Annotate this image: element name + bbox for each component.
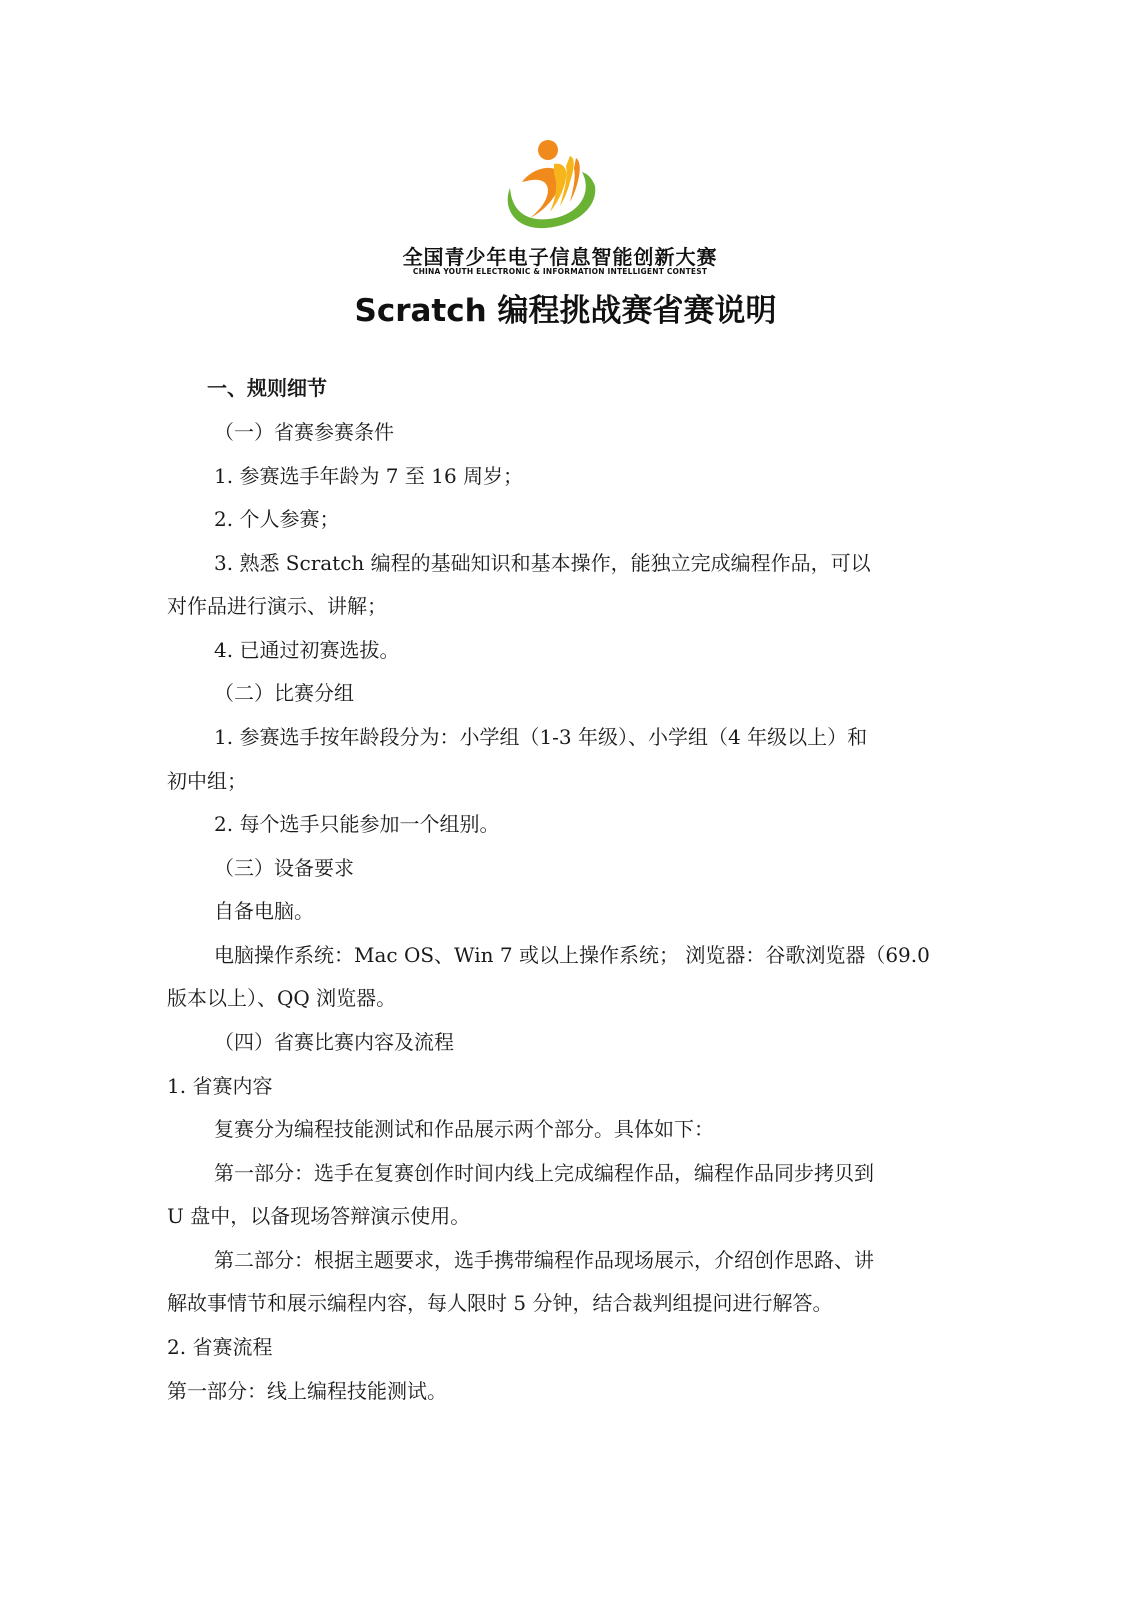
paragraph: 对作品进行演示、讲解； — [167, 594, 387, 618]
paragraph: 2. 每个选手只能参加一个组别。 — [214, 812, 500, 836]
numbered-heading: 1. 省赛内容 — [167, 1074, 273, 1098]
paragraph: 自备电脑。 — [214, 899, 314, 923]
logo-title-en: CHINA YOUTH ELECTRONIC & INFORMATION INTELLIGENT CONTEST — [412, 267, 708, 276]
paragraph: 解故事情节和展示编程内容，每人限时 5 分钟，结合裁判组提问进行解答。 — [167, 1291, 833, 1315]
paragraph: 电脑操作系统：Mac OS、Win 7 或以上操作系统； 浏览器：谷歌浏览器（69.0 — [214, 943, 930, 967]
contest-logo-mark — [500, 138, 600, 232]
subsection-heading-content: （四）省赛比赛内容及流程 — [214, 1030, 454, 1054]
paragraph: 第二部分：根据主题要求，选手携带编程作品现场展示，介绍创作思路、讲 — [214, 1248, 874, 1272]
paragraph: U 盘中，以备现场答辩演示使用。 — [167, 1204, 471, 1228]
document-title: Scratch 编程挑战赛省赛说明 — [354, 293, 777, 329]
contest-logo — [395, 138, 725, 278]
paragraph: 1. 参赛选手按年龄段分为：小学组（1-3 年级）、小学组（4 年级以上）和 — [214, 725, 868, 749]
logo-title-cn: 全国青少年电子信息智能创新大赛 — [402, 245, 718, 269]
subsection-heading-eligibility: （一）省赛参赛条件 — [214, 420, 394, 444]
paragraph: 3. 熟悉 Scratch 编程的基础知识和基本操作，能独立完成编程作品，可以 — [214, 551, 871, 575]
subsection-heading-equipment: （三）设备要求 — [214, 856, 354, 880]
paragraph: 复赛分为编程技能测试和作品展示两个部分。具体如下： — [214, 1117, 714, 1141]
numbered-heading: 2. 省赛流程 — [167, 1335, 273, 1359]
logo-head — [538, 140, 558, 160]
paragraph: 版本以上）、QQ 浏览器。 — [167, 986, 397, 1010]
paragraph: 第一部分：选手在复赛创作时间内线上完成编程作品，编程作品同步拷贝到 — [214, 1161, 874, 1185]
paragraph: 初中组； — [167, 769, 247, 793]
paragraph: 2. 个人参赛； — [214, 507, 340, 531]
paragraph: 4. 已通过初赛选拔。 — [214, 638, 400, 662]
paragraph: 1. 参赛选手年龄为 7 至 16 周岁； — [214, 464, 524, 488]
subsection-heading-groups: （二）比赛分组 — [214, 681, 354, 705]
paragraph: 第一部分：线上编程技能测试。 — [167, 1379, 447, 1403]
section-heading-rules: 一、规则细节 — [207, 376, 327, 400]
